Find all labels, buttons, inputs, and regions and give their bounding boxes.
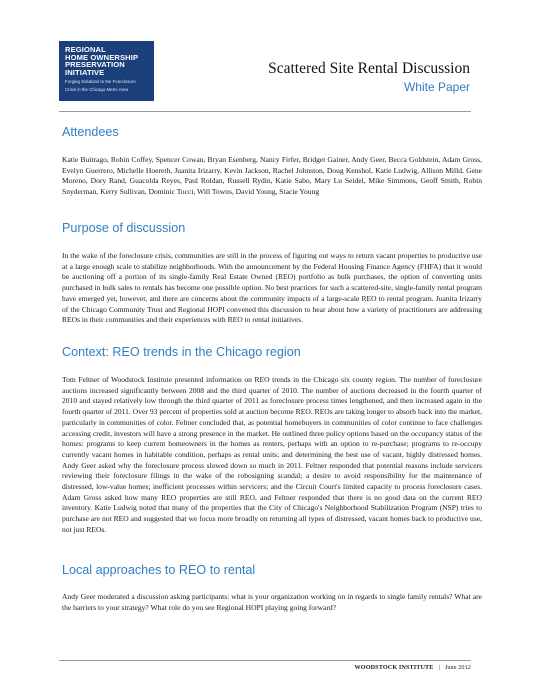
footer-organization: WOODSTOCK INSTITUTE [354,664,434,671]
logo-line-4: INITIATIVE [65,67,105,77]
section-heading-purpose: Purpose of discussion [62,221,186,235]
section-heading-context: Context: REO trends in the Chicago region [62,345,301,359]
footer-divider [59,660,471,661]
regional-hopi-logo [59,41,154,101]
logo-line-1: REGIONAL [65,45,106,54]
local-approaches-paragraph: Andy Geer moderated a discussion asking participants: what is your organization working on in regards to single family rentals? What are the barriers to your strategy? What role do you see Regional HOPI playing going forward? [62,592,482,612]
logo-tagline-2: Crisis in the Chicago Metro Area [65,87,128,93]
logo-line-3: PRESERVATION [65,60,125,70]
section-heading-attendees: Attendees [62,125,119,139]
logo-tagline-1: Forging Solutions to the Foreclosure [65,79,136,85]
footer-date: June 2012 [444,664,471,671]
header-divider [59,111,471,112]
document-subtitle: White Paper [403,80,470,94]
section-heading-local-approaches: Local approaches to REO to rental [62,563,256,577]
context-paragraph: Tom Feltner of Woodstock Institute presented information on REO trends in the Chicago six county region. The number of foreclosure auctions increased significantly between 2008 and the third quarter of 2010. The number of auctions decreased in the fourth quarter of 2010 and stayed relatively low through the third quarter of 2011 as foreclosure process times lengthened, and then increased again in the fourth quarter of 2011. Over 93 percent of properties sold at auction become REO. REOs are taking longer to absorb back into the market, particularly in communities of color. Feltner concluded that, as potential homebuyers in communities of color continue to face challenges accessing credit, investors will have a strong presence in the market. He outlined three policy options based on the occupancy status of the homes: programs to keep current homeowners in the homes as renters, perhaps with an option to re-purchase; programs to re-occupy currently vacant homes in habitable condition, perhaps as rental units; and determining the best use of vacant, highly distressed homes. Andy Geer asked why the foreclosure process slowed down so much in 2011. Feltner responded that potential reasons include servicers reviewing their foreclosure filings in the wake of the robosigning scandal; a desire to avoid responsibility for the maintenance of distressed, low-value homes; inefficient processes within servicers; and the Circuit Court's limited capacity to process foreclosure cases. Adam Gross asked how many REO properties are still REO, and Feltner responded that there is no good data on the current REO inventory. Katie Ludwig noted that many of the properties that the City of Chicago's Neighborhood Stabilization Program (NSP) tries to purchase are not REO and suggested that we focus more broadly on returning all types of distressed, vacant homes back to productive use, not just REOs. [62,375,482,534]
footer-separator: | [438,664,440,671]
page-footer [355,664,472,671]
purpose-paragraph: In the wake of the foreclosure crisis, communities are still in the process of figuring out ways to return vacant properties to productive use at a large enough scale to stabilize neighborhoods. With the announcement by the Federal Housing Finance Agency (FHFA) that it would be auctioning off a portion of its single-family Real Estate Owned (REO) portfolio as bulk purchases, the option of converting units purchased in bulk sales to rentals has become one possible option. No best practices for such a scattered-site, single-family rental program have emerged yet, however, and there are concerns about the community impacts of a large-scale REO to rental program. Juanita Irizarry of the Chicago Community Trust and Regional HOPI convened this discussion to hear about how a variety of practitioners are addressing REOs in their communities and their experiences with REO to rental initiatives. [62,251,482,325]
logo-line-2: HOME OWNERSHIP [65,52,139,62]
document-title: Scattered Site Rental Discussion [268,60,470,77]
attendees-list: Katie Buitrago, Robin Coffey, Spencer Cowan, Bryan Esenberg, Nancy Firfer, Bridget Gainer, Andy Geer, Becca Goldstein, Adam Gross, Evelyn Guerrero, Michelle Hoereth, Juanita Irizarry, Kevin Jackson, Rachel Johnston, Doug Kenshol, Katie Ludwig, Allison Milld, Gene Moreno, Dory Rand, Guacolda Reyes, Paul Roldan, Russell Rydin, Katie Sabo, Mary Lu Seidel, Mike Simmons, Geoff Smith, Robin Snyderman, Kerry Sullivan, Dominic Tocci, Will Towns, David Young, Stacie Young [62,155,482,197]
